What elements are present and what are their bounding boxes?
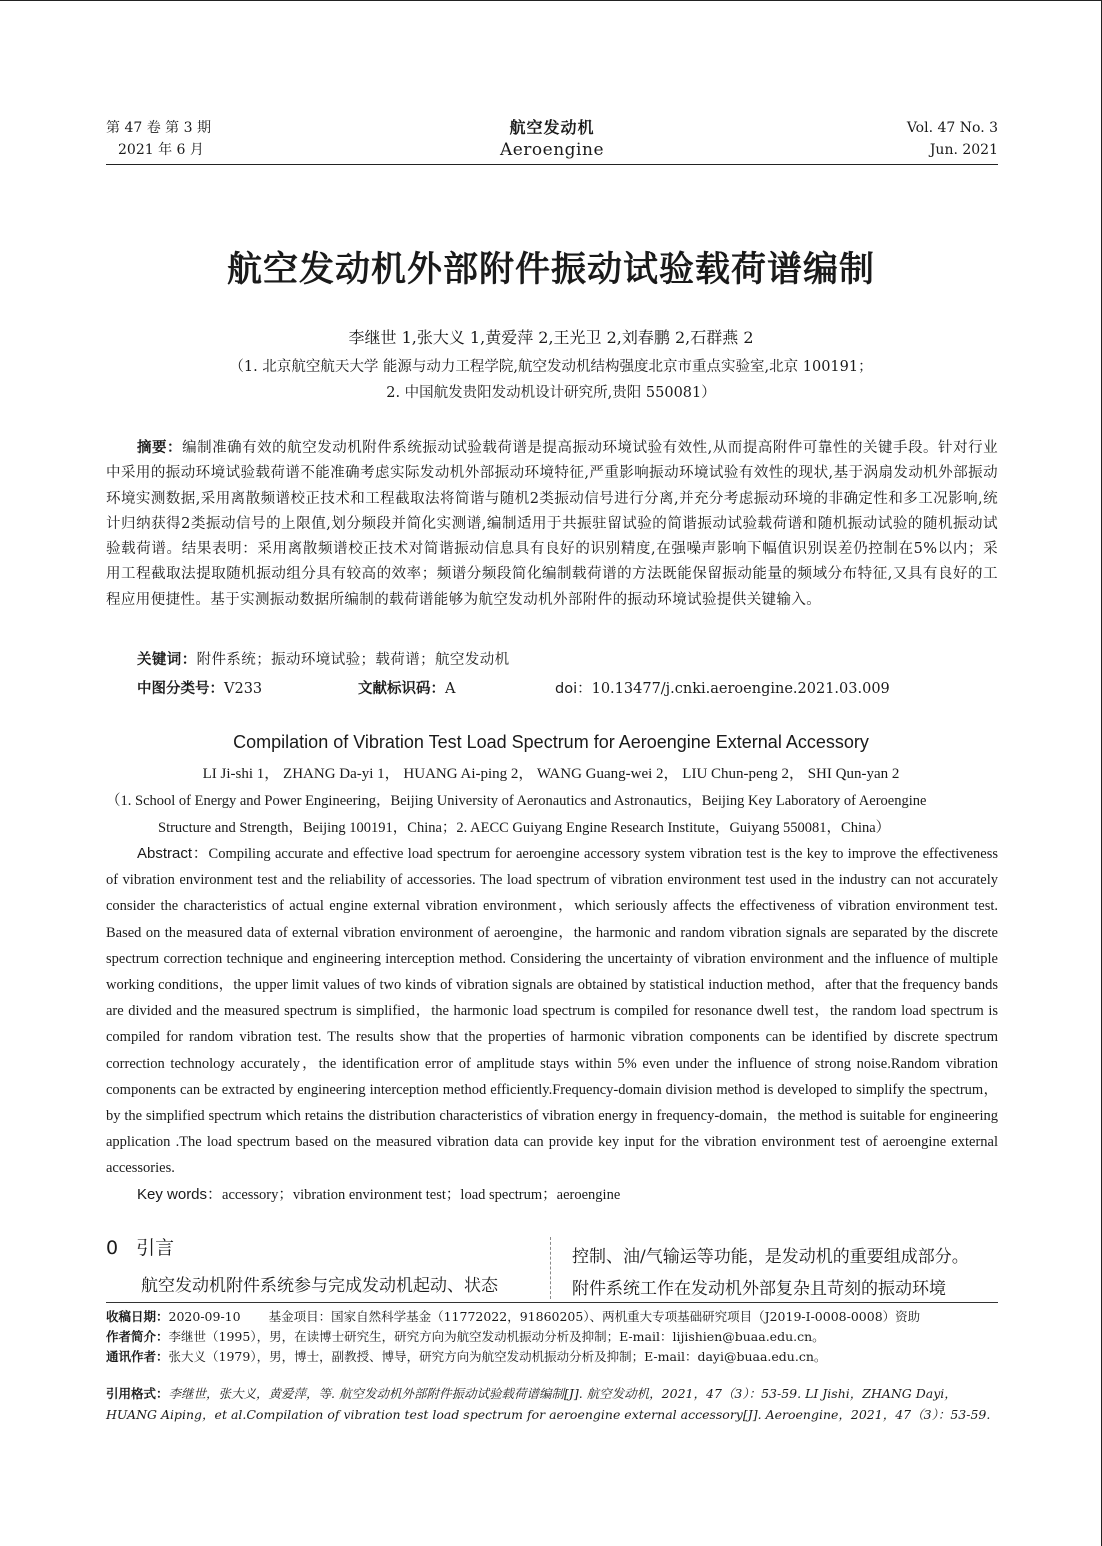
doi	[555, 677, 890, 698]
received-value: 2020-09-10	[168, 1309, 241, 1324]
document-code	[358, 677, 455, 698]
abstract-cn-text: 编制准确有效的航空发动机附件系统振动试验载荷谱是提高振动环境试验有效性,从而提高附件可靠性的关键手段。针对行业中采用的振动环境试验载荷谱不能准确考虑实际发动机外部振动环境特征,严重影响振动环境试验有效性的现状,基于涡扇发动机外部振动环境实测数据,采用离散频谱校正技术和工程截取法将简谐与随机2类振动信号进行分离,并充分考虑振动环境的非确定性和多工况影响,统计归纳获得2类振动信号的上限值,划分频段并简化实测谱,编制适用于共振驻留试验的简谐振动试验载荷谱和随机振动试验的随机振动试验载荷谱。结果表明：采用离散频谱校正技术对简谐振动信息具有良好的识别精度,在强噪声影响下幅值识别误差仍控制在5%以内；采用工程截取法提取随机振动组分具有较高的效率；频谱分频段简化编制载荷谱的方法既能保留振动能量的频域分布特征,又具有良好的工程应用便捷性。基于实测振动数据所编制的载荷谱能够为航空发动机外部附件的振动环境试验提供关键输入。	[106, 440, 999, 608]
authors-cn: 李继世 1,张大义 1,黄爱萍 2,王光卫 2,刘春鹏 2,石群燕 2	[348, 328, 754, 347]
doc-code-label: 文献标识码：	[358, 681, 445, 697]
journal-name-en: Aeroengine	[499, 140, 605, 160]
keywords-cn-label: 关键词：	[137, 652, 197, 668]
keywords-en-text: accessory；vibration environment test；load spectrum；aeroengine	[222, 1187, 621, 1203]
journal-name	[106, 117, 998, 161]
journal-name-cn: 航空发动机	[509, 118, 595, 137]
fund-info: 基金项目：国家自然科学基金（11772022，91860205）、两机重大专项基础研究项目（J2019-I-0008-0008）资助	[268, 1309, 921, 1324]
intro-right-line-1: 控制、油/气输运等功能，是发动机的重要组成部分。	[572, 1247, 969, 1267]
abstract-cn	[106, 436, 998, 613]
section-number: 0	[106, 1237, 119, 1259]
clc-number	[137, 677, 262, 698]
received-label: 收稿日期：	[106, 1309, 169, 1324]
date-cn: 2021 年 6 月	[118, 142, 204, 158]
clc-label: 中图分类号：	[137, 681, 224, 697]
author-bio-value: 李继世（1995），男，在读博士研究生，研究方向为航空发动机振动分析及抑制；E-mail：lijishien@buaa.edu.cn。	[168, 1329, 825, 1344]
authors-en: LI Ji-shi 1， ZHANG Da-yi 1， HUANG Ai-ping 2， WANG Guang-wei 2， LIU Chun-peng 2， SHI Qun-yan 2	[202, 766, 900, 782]
intro-right-line-2: 附件系统工作在发动机外部复杂且苛刻的振动环境	[572, 1279, 946, 1299]
affiliation-cn-line-1: （1. 北京航空航天大学 能源与动力工程学院,航空发动机结构强度北京市重点实验室,北京 100191；	[229, 359, 873, 375]
keywords-en-label: Key words：	[137, 1186, 223, 1203]
citation-format	[106, 1383, 998, 1425]
keywords-en	[137, 1183, 620, 1204]
corresponding-value: 张大义（1979），男，博士，副教授、博导，研究方向为航空发动机振动分析及抑制；E-mail：dayi@buaa.edu.cn。	[168, 1349, 827, 1364]
footnote-author	[106, 1327, 998, 1347]
footnote-corresponding	[106, 1347, 998, 1367]
paper-title-en: Compilation of Vibration Test Load Spectrum for Aeroengine External Accessory	[233, 732, 869, 752]
keywords-cn-text: 附件系统；振动环境试验；载荷谱；航空发动机	[196, 652, 510, 668]
citation-text: 李继世，张大义，黄爱萍，等. 航空发动机外部附件振动试验载荷谱编制[J]. 航空发动机，2021，47（3）：53-59. LI Jishi，ZHANG Dayi，HUANG Aiping，et al.Compilation of vibration test load spectrum for aeroengine external accessory[J]. Aeroengine，2021，47（3）：53-59.	[106, 1386, 991, 1422]
doi-value[interactable]: 10.13477/j.cnki.aeroengine.2021.03.009	[591, 681, 890, 697]
volume-cn: 第 47 卷 第 3 期	[106, 120, 211, 136]
volume-en: Vol. 47 No. 3	[906, 120, 998, 136]
section-heading	[106, 1233, 174, 1260]
abstract-cn-label: 摘要：	[137, 440, 183, 456]
footnote-rule	[106, 1302, 998, 1303]
footnote-received	[106, 1307, 998, 1327]
abstract-en	[106, 841, 998, 1182]
page-top-border	[0, 0, 1102, 1]
abstract-en-label: Abstract：	[137, 845, 209, 862]
paper-title-cn: 航空发动机外部附件振动试验载荷谱编制	[226, 250, 875, 290]
doi-label: doi：	[555, 681, 592, 697]
keywords-cn	[137, 648, 998, 673]
column-divider	[550, 1237, 551, 1299]
date-en: Jun. 2021	[929, 142, 998, 158]
affiliation-en-line-1: （1. School of Energy and Power Engineering，Beijing University of Aeronautics and Astronautics，Beijing Key Laboratory of Aeroengine	[106, 793, 927, 809]
intro-right-column	[572, 1241, 998, 1305]
intro-left-column: 航空发动机附件系统参与完成发动机起动、状态	[141, 1276, 498, 1296]
affiliation-en-line-2: Structure and Strength，Beijing 100191，China；2. AECC Guiyang Engine Research Institute，Guiyang 550081，China）	[158, 820, 891, 836]
corresponding-label: 通讯作者：	[106, 1349, 169, 1364]
author-bio-label: 作者简介：	[106, 1329, 169, 1344]
clc-value: V233	[224, 681, 263, 697]
citation-label: 引用格式：	[106, 1386, 169, 1401]
doc-code-value: A	[445, 681, 456, 697]
header-right	[907, 117, 998, 161]
running-header	[106, 117, 998, 165]
section-title: 引言	[136, 1237, 175, 1259]
header-rule	[106, 164, 998, 165]
abstract-en-text: Compiling accurate and effective load spectrum for aeroengine accessory system vibration test is the key to improve the effectiveness of vibration environment test and the reliability of accessories. The load spectrum of vibration environment test used in the industry can not accurately consider the characteristics of actual engine external vibration environment，which seriously affects the effectiveness of vibration environment test. Based on the measured data of external vibration environment of aeroengine，the harmonic and random vibration signals are separated by the discrete spectrum correction technique and engineering interception method. Considering the uncertainty of vibration environment and the influence of multiple working conditions，the upper limit values of two kinds of vibration signals are obtained by statistical induction method，after that the frequency bands are divided and the measured spectrum is simplified，the harmonic load spectrum is compiled for resonance dwell test，the random load spectrum is compiled for random vibration test. The results show that the properties of harmonic vibration components can be identified by discrete spectrum correction technology accurately，the identification error of amplitude stays within 5% even under the influence of strong noise.Random vibration components can be extracted by engineering interception method efficiently.Frequency-domain division method is developed to simplify the spectrum，by the simplified spectrum which retains the distribution characteristics of vibration energy in frequency-domain，the method is suitable for engineering application .The load spectrum based on the measured vibration data can provide key input for the vibration environment test of aeroengine external accessories.	[106, 846, 998, 1177]
affiliation-cn-line-2: 2. 中国航发贵阳发动机设计研究所,贵阳 550081）	[386, 385, 716, 401]
